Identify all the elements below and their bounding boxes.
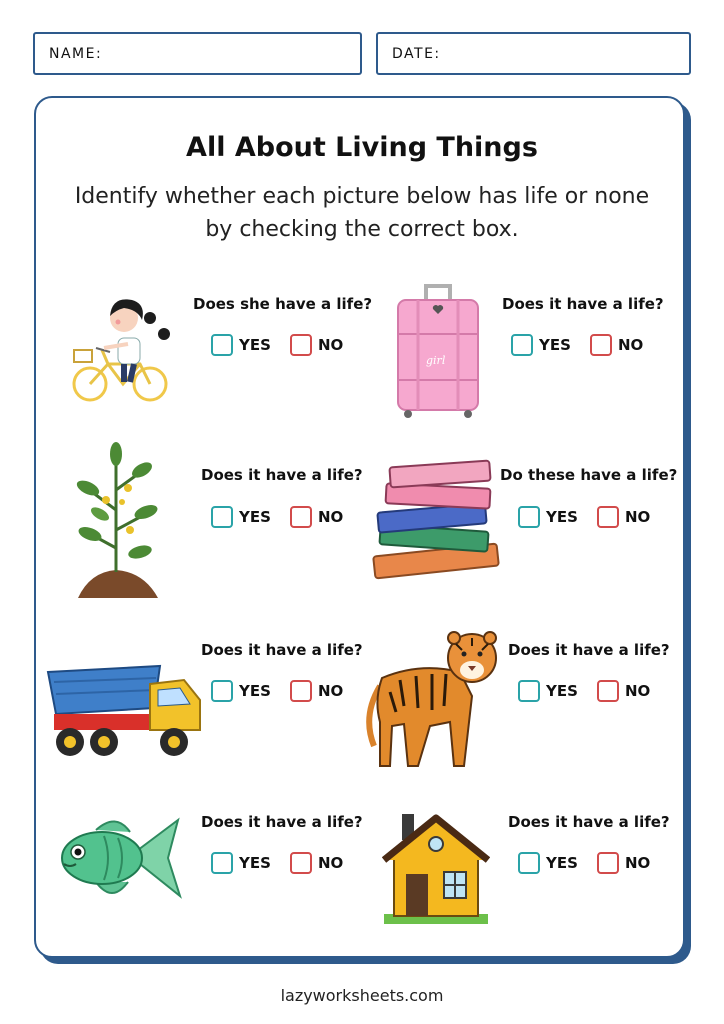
question-5: Does it have a life? [201, 641, 363, 659]
no-label: NO [625, 508, 651, 526]
no-option-5[interactable] [290, 680, 343, 702]
yes-label: YES [546, 682, 578, 700]
name-label: NAME: [49, 45, 103, 62]
house-picture [382, 810, 490, 926]
no-label: NO [625, 682, 651, 700]
question-1: Does she have a life? [193, 295, 373, 313]
stack-of-books-picture [370, 458, 502, 582]
question-4: Do these have a life? [500, 466, 678, 484]
no-label: NO [318, 854, 344, 872]
no-option-3[interactable] [290, 506, 343, 528]
yes-option-3[interactable] [211, 506, 271, 528]
question-6: Does it have a life? [508, 641, 670, 659]
no-option-7[interactable] [290, 852, 343, 874]
no-option-4[interactable] [597, 506, 650, 528]
no-label: NO [318, 682, 344, 700]
yes-label: YES [546, 508, 578, 526]
yes-label: YES [239, 508, 271, 526]
yes-checkbox[interactable] [211, 852, 233, 874]
plant-picture [70, 440, 165, 602]
question-8: Does it have a life? [508, 813, 670, 831]
no-checkbox[interactable] [290, 334, 312, 356]
no-checkbox[interactable] [597, 680, 619, 702]
girl-on-bicycle-picture [68, 290, 178, 405]
no-checkbox[interactable] [597, 506, 619, 528]
no-label: NO [318, 508, 344, 526]
yes-label: YES [239, 854, 271, 872]
question-7: Does it have a life? [201, 813, 363, 831]
yes-option-5[interactable] [211, 680, 271, 702]
no-label: NO [318, 336, 344, 354]
tiger-picture [360, 626, 502, 772]
yes-option-2[interactable] [511, 334, 571, 356]
no-checkbox[interactable] [590, 334, 612, 356]
name-field[interactable] [33, 32, 362, 75]
yes-option-8[interactable] [518, 852, 578, 874]
page-title: All About Living Things [186, 132, 538, 163]
no-checkbox[interactable] [290, 506, 312, 528]
question-2: Does it have a life? [502, 295, 664, 313]
yes-checkbox[interactable] [518, 506, 540, 528]
yes-option-6[interactable] [518, 680, 578, 702]
yes-checkbox[interactable] [211, 680, 233, 702]
yes-option-4[interactable] [518, 506, 578, 528]
yes-checkbox[interactable] [511, 334, 533, 356]
toy-dump-truck-picture [44, 660, 206, 764]
date-label: DATE: [392, 45, 441, 62]
svg-text:girl: girl [426, 354, 446, 367]
instructions-line-1: Identify whether each picture below has life or none [74, 184, 650, 209]
yes-option-7[interactable] [211, 852, 271, 874]
pink-suitcase-picture [392, 282, 484, 422]
no-label: NO [625, 854, 651, 872]
yes-checkbox[interactable] [211, 334, 233, 356]
yes-label: YES [539, 336, 571, 354]
footer-website: lazyworksheets.com [280, 986, 444, 1005]
yes-label: YES [239, 336, 271, 354]
no-checkbox[interactable] [290, 680, 312, 702]
question-3: Does it have a life? [201, 466, 363, 484]
yes-checkbox[interactable] [518, 680, 540, 702]
no-checkbox[interactable] [597, 852, 619, 874]
no-label: NO [618, 336, 644, 354]
yes-checkbox[interactable] [518, 852, 540, 874]
yes-checkbox[interactable] [211, 506, 233, 528]
no-option-6[interactable] [597, 680, 650, 702]
no-option-8[interactable] [597, 852, 650, 874]
no-option-2[interactable] [590, 334, 643, 356]
no-checkbox[interactable] [290, 852, 312, 874]
fish-picture [56, 812, 184, 904]
yes-label: YES [546, 854, 578, 872]
instructions-line-2: by checking the correct box. [205, 217, 519, 242]
yes-option-1[interactable] [211, 334, 271, 356]
yes-label: YES [239, 682, 271, 700]
no-option-1[interactable] [290, 334, 343, 356]
instructions [40, 180, 684, 246]
date-field[interactable] [376, 32, 691, 75]
